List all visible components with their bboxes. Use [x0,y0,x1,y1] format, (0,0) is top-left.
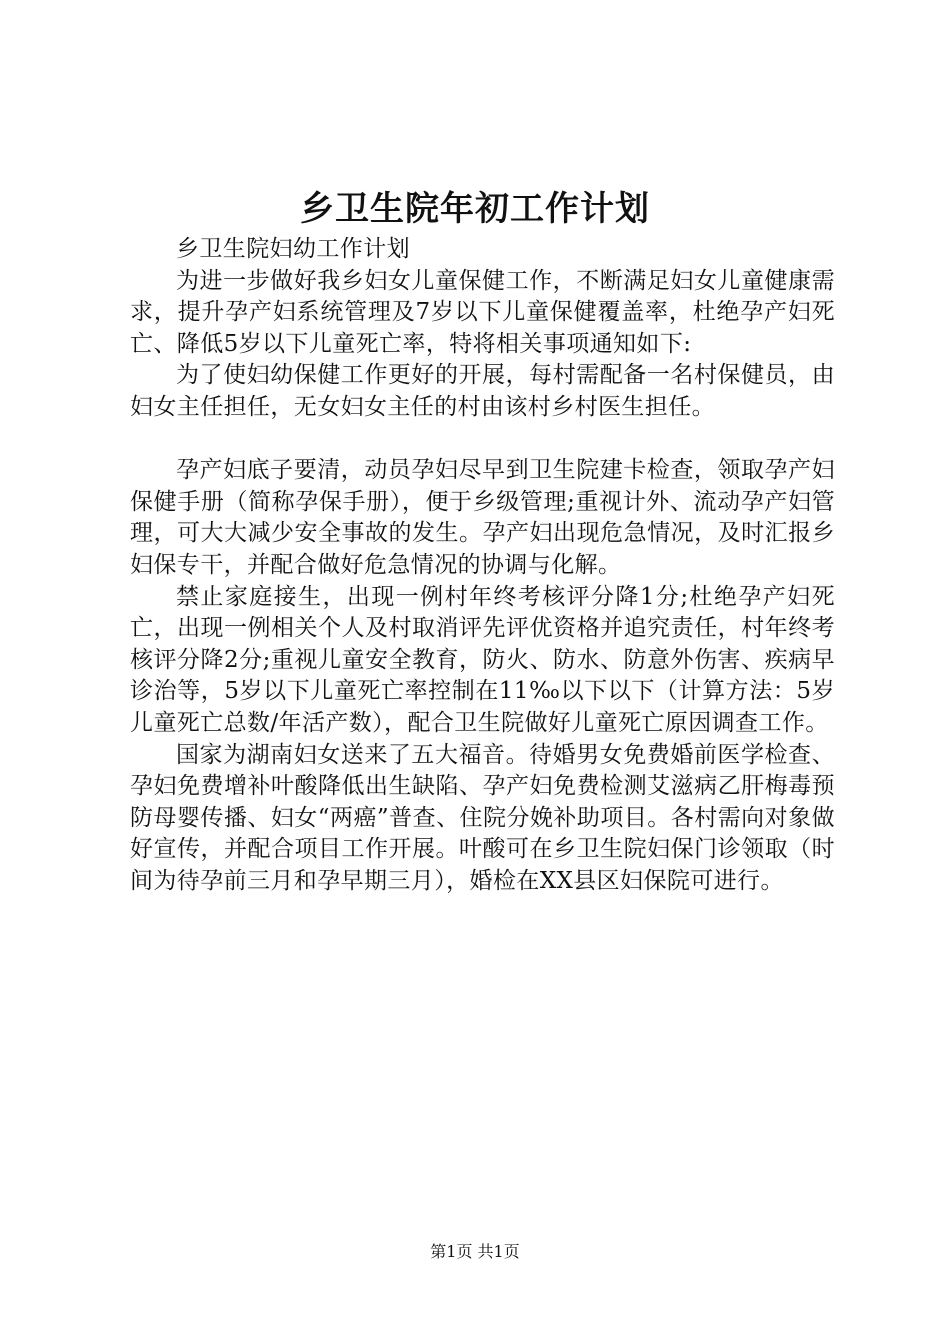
paragraph-national-programs: 国家为湖南妇女送来了五大福音。待婚男女免费婚前医学检查、孕妇免费增补叶酸降低出生缺陷、孕产妇免费检测艾滋病乙肝梅毒预防母婴传播、妇女“两癌”普查、住院分娩补助项目。各村需向对象做好宣传，并配合项目工作开展。叶酸可在乡卫生院妇保门诊领取（时间为待孕前三月和孕早期三月），婚检在XX县区妇保院可进行。 [130,741,835,894]
paragraph-maternal-management: 孕产妇底子要清，动员孕妇尽早到卫生院建卡检查，领取孕产妇保健手册（简称孕保手册），便于乡级管理;重视计外、流动孕产妇管理，可大大减少安全事故的发生。孕产妇出现危急情况，及时汇报乡妇保专干，并配合做好危急情况的协调与化解。 [130,457,835,578]
paragraph-health-worker: 为了使妇幼保健工作更好的开展，每村需配备一名村保健员，由妇女主任担任，无女妇女主任的村由该村乡村医生担任。 [130,362,835,420]
document-body [130,234,835,897]
paragraph-home-birth-ban: 禁止家庭接生，出现一例村年终考核评分降1分;杜绝孕产妇死亡，出现一例相关个人及村取消评先评优资格并追究责任，村年终考核评分降2分;重视儿童安全教育，防火、防水、防意外伤害、疾病早诊治等，5岁以下儿童死亡率控制在11‰以下以下（计算方法：5岁儿童死亡总数/年活产数），配合卫生院做好儿童死亡原因调查工作。 [130,583,835,736]
paragraph-subtitle: 乡卫生院妇幼工作计划 [176,236,410,262]
document-title: 乡卫生院年初工作计划 [300,189,650,229]
page-footer: 第1页 共1页 [430,1242,520,1261]
paragraph-intro: 为进一步做好我乡妇女儿童保健工作，不断满足妇女儿童健康需求，提升孕产妇系统管理及7岁以下儿童保健覆盖率，杜绝孕产妇死亡、降低5岁以下儿童死亡率，特将相关事项通知如下: [130,267,835,357]
